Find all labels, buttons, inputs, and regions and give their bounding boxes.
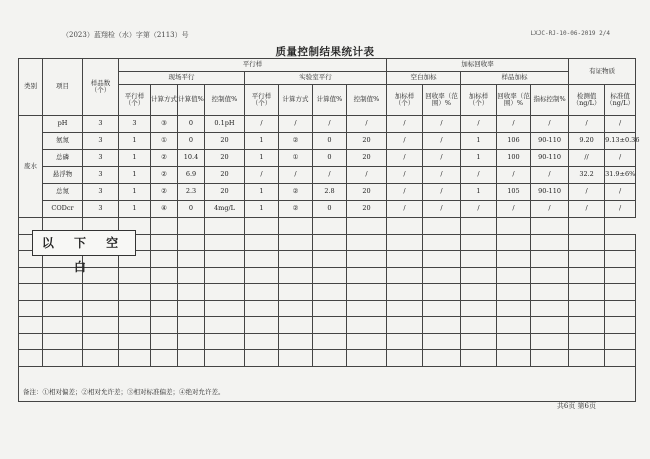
empty-cell [205,350,245,367]
cell-det: / [569,184,605,201]
empty-cell [387,218,423,235]
col-sample-count: 样品数（个） [83,59,119,116]
empty-cell [119,267,151,284]
empty-cell [497,317,531,334]
page-title: 质量控制结果统计表 [275,46,375,58]
cell-f-c: 20 [205,184,245,201]
sub-detected: 检测值（ng/L） [569,85,605,116]
form-code: LXJC-RJ-10-06-2019 2/4 [530,30,610,37]
cell-std: / [605,150,636,167]
empty-cell [205,218,245,235]
empty-cell [313,350,347,367]
cell-s-n: 1 [461,133,497,150]
col-item: 项目 [43,59,83,116]
empty-cell [245,251,279,268]
cell-item: 总磷 [43,150,83,167]
cell-item: 总氮 [43,184,83,201]
empty-cell [313,267,347,284]
cell-s-r: / [497,116,531,133]
cell-n: 3 [83,150,119,167]
cell-det: 32.2 [569,167,605,184]
cell-s-c: / [531,116,569,133]
cell-l-n: 1 [245,201,279,218]
empty-cell [178,350,205,367]
cell-l-v: / [313,116,347,133]
empty-cell [387,350,423,367]
empty-cell [461,284,497,301]
table-row [19,150,636,167]
cell-f-m: ④ [151,201,178,218]
cell-s-n: 1 [461,150,497,167]
empty-cell [531,350,569,367]
cell-f-c: 20 [205,167,245,184]
empty-cell [279,267,313,284]
empty-cell [605,350,636,367]
empty-cell [43,333,83,350]
cell-det: / [569,116,605,133]
cell-l-c: 20 [347,150,387,167]
cell-f-v: 0 [178,133,205,150]
blank-stamp: 以 下 空 白 [32,230,136,256]
empty-cell [313,333,347,350]
sub-recovery-range: 回收率（范围）% [423,85,461,116]
empty-cell [19,350,43,367]
page-number: 共6页 第6页 [556,402,596,410]
cell-l-c: 20 [347,201,387,218]
cell-l-n: 1 [245,150,279,167]
empty-cell [119,317,151,334]
cell-f-v: 0 [178,201,205,218]
cell-s-r: / [497,201,531,218]
cell-l-v: 0 [313,133,347,150]
cell-f-m: ② [151,184,178,201]
empty-cell [347,317,387,334]
empty-cell [531,300,569,317]
cell-f-n: 1 [119,184,151,201]
empty-row [19,267,636,284]
empty-cell [569,284,605,301]
cell-l-m: ② [279,201,313,218]
empty-cell [387,333,423,350]
sub-par-count: 平行样（个） [245,85,279,116]
empty-cell [205,333,245,350]
cell-f-m: ② [151,150,178,167]
cell-s-c: / [531,201,569,218]
empty-cell [461,234,497,251]
empty-cell [205,300,245,317]
col-blank-spike: 空白加标 [387,72,461,85]
empty-cell [205,284,245,301]
cell-std: / [605,116,636,133]
cell-f-n: 1 [119,167,151,184]
cell-l-m: / [279,116,313,133]
cell-f-v: 10.4 [178,150,205,167]
sub-calc-method: 计算方式 [279,85,313,116]
empty-cell [497,218,531,235]
col-field-parallel: 现场平行 [119,72,245,85]
empty-cell [605,300,636,317]
empty-cell [151,333,178,350]
empty-cell [313,218,347,235]
cell-f-n: 1 [119,150,151,167]
col-spike: 加标回收率 [387,59,569,72]
empty-cell [387,300,423,317]
empty-cell [313,234,347,251]
cell-f-n: 1 [119,133,151,150]
empty-cell [205,251,245,268]
cell-l-v: 0 [313,150,347,167]
cell-s-n: / [461,167,497,184]
empty-cell [279,350,313,367]
empty-cell [178,234,205,251]
empty-cell [347,350,387,367]
cell-s-c: 90-110 [531,133,569,150]
empty-cell [19,300,43,317]
table-row [19,167,636,184]
cell-det: 9.20 [569,133,605,150]
cell-f-c: 20 [205,133,245,150]
empty-cell [178,218,205,235]
cell-f-v: 2.3 [178,184,205,201]
sub-standard: 标准值（ng/L） [605,85,636,116]
table-row [19,184,636,201]
empty-cell [279,300,313,317]
empty-cell [245,333,279,350]
col-lab-parallel: 实验室平行 [245,72,387,85]
sub-calc-value: 计算值% [313,85,347,116]
cell-item: 悬浮物 [43,167,83,184]
cell-s-r: / [497,167,531,184]
empty-cell [605,234,636,251]
empty-cell [461,267,497,284]
empty-cell [83,300,119,317]
empty-cell [279,251,313,268]
empty-cell [279,234,313,251]
empty-cell [245,218,279,235]
empty-cell [497,251,531,268]
cell-b-r: / [423,116,461,133]
cell-f-m: ① [151,133,178,150]
empty-cell [461,317,497,334]
cell-item: CODcr [43,201,83,218]
cell-l-n: 1 [245,133,279,150]
cell-b-n: / [387,150,423,167]
col-parallel: 平行样 [119,59,387,72]
sub-spike-count: 加标样（个） [387,85,423,116]
empty-cell [151,267,178,284]
cell-s-n: / [461,201,497,218]
empty-cell [19,284,43,301]
empty-row [19,333,636,350]
empty-cell [245,267,279,284]
empty-cell [497,234,531,251]
cell-s-n: / [461,116,497,133]
sub-indicator-control: 指标控制% [531,85,569,116]
cell-f-c: 4mg/L [205,201,245,218]
cell-l-v: 0 [313,201,347,218]
sub-spike-count: 加标样（个） [461,85,497,116]
empty-cell [569,218,605,235]
empty-cell [43,284,83,301]
empty-cell [313,317,347,334]
empty-cell [245,350,279,367]
empty-cell [178,300,205,317]
col-reference: 有证物质 [569,59,636,85]
cell-std: 9.13±0.36 [605,133,636,150]
cell-f-c: 20 [205,150,245,167]
empty-cell [387,284,423,301]
sub-control-value: 控制值% [347,85,387,116]
empty-cell [387,234,423,251]
report-number: （2023）蓝翔检（水）字第（2113）号 [62,31,189,39]
empty-cell [151,317,178,334]
empty-cell [83,317,119,334]
empty-cell [531,317,569,334]
cell-n: 3 [83,167,119,184]
empty-cell [313,251,347,268]
cell-f-n: 3 [119,116,151,133]
empty-cell [151,284,178,301]
cell-std: 31.9±6% [605,167,636,184]
empty-row [19,300,636,317]
empty-cell [531,234,569,251]
empty-cell [119,350,151,367]
empty-cell [569,251,605,268]
cell-b-n: / [387,116,423,133]
empty-cell [569,350,605,367]
empty-cell [461,251,497,268]
cell-std: / [605,184,636,201]
empty-cell [569,333,605,350]
cell-b-n: / [387,184,423,201]
cell-n: 3 [83,133,119,150]
empty-cell [605,333,636,350]
empty-cell [151,350,178,367]
empty-cell [279,218,313,235]
empty-row [19,317,636,334]
empty-cell [387,251,423,268]
sub-calc-value: 计算值% [178,85,205,116]
empty-cell [19,333,43,350]
empty-cell [347,300,387,317]
empty-cell [569,267,605,284]
cell-b-r: / [423,167,461,184]
cell-s-n: 1 [461,184,497,201]
cell-b-n: / [387,133,423,150]
cell-f-m: ③ [151,116,178,133]
empty-cell [605,251,636,268]
cell-l-c: 20 [347,184,387,201]
category-cell: 废水 [19,116,43,218]
empty-cell [423,251,461,268]
empty-cell [245,234,279,251]
col-sample-spike: 样品加标 [461,72,569,85]
cell-b-n: / [387,167,423,184]
empty-cell [347,234,387,251]
cell-l-n: / [245,116,279,133]
empty-cell [461,350,497,367]
cell-l-n: / [245,167,279,184]
empty-cell [119,300,151,317]
cell-b-r: / [423,184,461,201]
cell-s-r: 105 [497,184,531,201]
cell-n: 3 [83,201,119,218]
cell-l-m: ② [279,184,313,201]
cell-b-n: / [387,201,423,218]
empty-cell [531,333,569,350]
empty-cell [605,267,636,284]
empty-cell [83,350,119,367]
empty-cell [531,284,569,301]
cell-item: pH [43,116,83,133]
empty-cell [531,251,569,268]
cell-item: 氨氮 [43,133,83,150]
empty-cell [19,267,43,284]
empty-cell [461,333,497,350]
empty-cell [313,284,347,301]
empty-cell [178,284,205,301]
empty-cell [423,317,461,334]
empty-cell [497,284,531,301]
cell-s-r: 106 [497,133,531,150]
empty-cell [387,317,423,334]
empty-cell [313,300,347,317]
empty-cell [279,317,313,334]
empty-cell [178,317,205,334]
sub-par-count: 平行样（个） [119,85,151,116]
sub-recovery-range: 回收率（范围）% [497,85,531,116]
empty-cell [279,284,313,301]
empty-cell [461,218,497,235]
note: 备注：①相对偏差；②相对允许差；③相对标准偏差；④绝对允许差。 [19,366,636,401]
empty-cell [205,234,245,251]
cell-l-c: 20 [347,133,387,150]
cell-n: 3 [83,184,119,201]
empty-cell [569,300,605,317]
empty-row [19,350,636,367]
cell-l-v: 2.8 [313,184,347,201]
cell-b-r: / [423,201,461,218]
cell-l-v: / [313,167,347,184]
empty-cell [347,218,387,235]
empty-cell [43,300,83,317]
empty-cell [151,234,178,251]
empty-cell [423,333,461,350]
empty-cell [423,234,461,251]
cell-s-c: / [531,167,569,184]
cell-l-m: ② [279,133,313,150]
cell-f-v: 6.9 [178,167,205,184]
empty-cell [178,267,205,284]
empty-cell [119,284,151,301]
empty-cell [178,251,205,268]
empty-cell [279,333,313,350]
cell-l-n: 1 [245,184,279,201]
empty-cell [151,300,178,317]
table-row [19,201,636,218]
col-category: 类别 [19,59,43,116]
empty-cell [245,317,279,334]
empty-cell [423,350,461,367]
empty-row [19,284,636,301]
empty-cell [531,218,569,235]
empty-cell [497,300,531,317]
empty-cell [387,267,423,284]
table-row [19,116,636,133]
empty-cell [43,317,83,334]
empty-cell [461,300,497,317]
cell-det: // [569,150,605,167]
cell-s-c: 90-110 [531,184,569,201]
empty-cell [605,284,636,301]
empty-cell [347,267,387,284]
cell-l-m: ① [279,150,313,167]
empty-cell [205,267,245,284]
empty-cell [347,284,387,301]
cell-f-n: 1 [119,201,151,218]
empty-cell [119,333,151,350]
empty-cell [83,333,119,350]
cell-b-r: / [423,133,461,150]
cell-b-r: / [423,150,461,167]
cell-n: 3 [83,116,119,133]
empty-cell [347,333,387,350]
empty-cell [497,267,531,284]
empty-cell [569,234,605,251]
empty-cell [423,284,461,301]
empty-cell [347,251,387,268]
cell-det: / [569,201,605,218]
empty-cell [531,267,569,284]
empty-cell [497,333,531,350]
sub-control-value: 控制值% [205,85,245,116]
empty-cell [205,317,245,334]
sub-calc-method: 计算方式 [151,85,178,116]
empty-cell [497,350,531,367]
empty-cell [43,350,83,367]
cell-std: / [605,201,636,218]
empty-cell [245,300,279,317]
empty-cell [178,333,205,350]
cell-s-r: 100 [497,150,531,167]
cell-f-m: ② [151,167,178,184]
empty-cell [423,300,461,317]
empty-cell [151,251,178,268]
table-row [19,133,636,150]
cell-f-v: 0 [178,116,205,133]
empty-cell [423,267,461,284]
cell-s-c: 90-110 [531,150,569,167]
cell-f-c: 0.1pH [205,116,245,133]
empty-cell [19,317,43,334]
empty-cell [245,284,279,301]
empty-cell [605,317,636,334]
empty-cell [83,284,119,301]
empty-cell [151,218,178,235]
cell-l-m: / [279,167,313,184]
cell-l-c: / [347,116,387,133]
empty-cell [423,218,461,235]
empty-cell [569,317,605,334]
cell-l-c: / [347,167,387,184]
